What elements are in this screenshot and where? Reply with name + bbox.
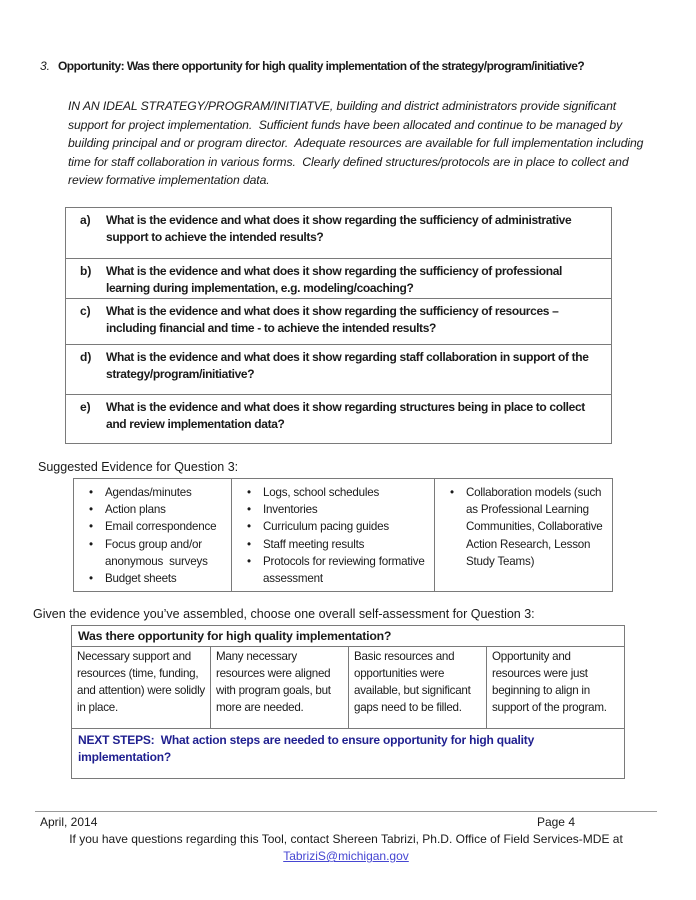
evidence-item: • Agendas/minutes (88, 484, 227, 501)
self-assessment-options-row (72, 647, 624, 729)
next-steps-cell: NEXT STEPS: What action steps are needed to ensure opportunity for high quality implementation? (78, 733, 538, 765)
footer-page-number: Page 4 (536, 815, 575, 829)
evidence-item: • Logs, school schedules (246, 484, 430, 501)
footer-date: April, 2014 (40, 815, 98, 829)
evidence-item: • Email correspondence (88, 518, 227, 535)
self-assessment-table (71, 625, 625, 779)
evidence-item: • Collaboration models (such as Professional Learning Communities, Collaborative Action Research, Lesson Study Teams) (449, 484, 608, 570)
evidence-column-1 (74, 479, 231, 591)
question-text: What is the evidence and what does it show regarding structures being in place to collect and review implementation data? (106, 399, 588, 432)
evidence-item: • Staff meeting results (246, 536, 430, 553)
evidence-questions-table (65, 207, 612, 444)
footer-link-row (35, 849, 657, 864)
question-text: What is the evidence and what does it show regarding the sufficiency of administrative support to achieve the intended results? (106, 212, 575, 245)
question-text: What is the evidence and what does it show regarding the sufficiency of professional learning during implementation, e.g. modeling/coaching? (106, 263, 566, 296)
self-assessment-option-2: Many necessary resources were aligned with program goals, but more are needed. (210, 647, 348, 728)
page-footer (35, 811, 657, 864)
question-title: Opportunity: Was there opportunity for high quality implementation of the strategy/program/initiative? (58, 59, 585, 73)
evidence-item: • Focus group and/or anonymous surveys (88, 536, 227, 570)
evidence-item: • Inventories (246, 501, 430, 518)
footer-contact-text: If you have questions regarding this Tool, contact Shereen Tabrizi, Ph.D. Office of Field Services-MDE at (69, 832, 623, 846)
question-label: b) (80, 263, 92, 278)
footer-meta-row (35, 812, 657, 830)
self-assessment-option-1: Necessary support and resources (time, funding, and attention) were solidly in place. (77, 650, 208, 714)
question-heading (40, 59, 670, 74)
evidence-item: • Budget sheets (88, 570, 227, 587)
question-text: What is the evidence and what does it show regarding staff collaboration in support of the strategy/program/initiative? (106, 349, 592, 382)
self-assessment-option-4: Opportunity and resources were just beginning to align in support of the program. (486, 647, 624, 728)
evidence-question-row-e (66, 394, 611, 443)
self-assessment-option-3: Basic resources and opportunities were available, but significant gaps need to be filled. (348, 647, 486, 728)
evidence-list (435, 484, 608, 570)
evidence-question-row-d (66, 344, 611, 394)
evidence-question-row-a (66, 208, 611, 258)
evidence-item: • Protocols for reviewing formative assessment (246, 553, 430, 587)
evidence-column-3 (434, 479, 612, 591)
self-assessment-intro: Given the evidence you’ve assembled, choose one overall self-assessment for Question 3: (33, 607, 535, 622)
question-label: d) (80, 349, 92, 364)
question-number: 3. (40, 59, 51, 73)
evidence-list (232, 484, 430, 587)
question-label: e) (80, 399, 91, 414)
evidence-list (74, 484, 227, 587)
ideal-description: IN AN IDEAL STRATEGY/PROGRAM/INITIATVE, building and district administrators provide significant support for project implementation. Sufficient funds have been allocated and continue to be managed by building principal and or program director. Adequate resources are available for full implementation including time for staff collaboration in various forms. Clearly defined structures/protocols are in place to collect and review formative implementation data. (68, 99, 647, 188)
self-assessment-header: Was there opportunity for high quality implementation? (72, 626, 624, 647)
evidence-question-row-c (66, 298, 611, 344)
question-label: a) (80, 212, 91, 227)
evidence-item: • Curriculum pacing guides (246, 518, 430, 535)
email-link[interactable]: TabriziS@michigan.gov (283, 849, 409, 863)
suggested-evidence-table (73, 478, 613, 592)
evidence-item: • Action plans (88, 501, 227, 518)
evidence-column-2 (231, 479, 434, 591)
evidence-question-row-b (66, 258, 611, 298)
suggested-evidence-heading: Suggested Evidence for Question 3: (38, 459, 239, 474)
question-text: What is the evidence and what does it show regarding the sufficiency of resources – including financial and time - to achieve the intended results? (106, 303, 562, 336)
question-label: c) (80, 303, 91, 318)
